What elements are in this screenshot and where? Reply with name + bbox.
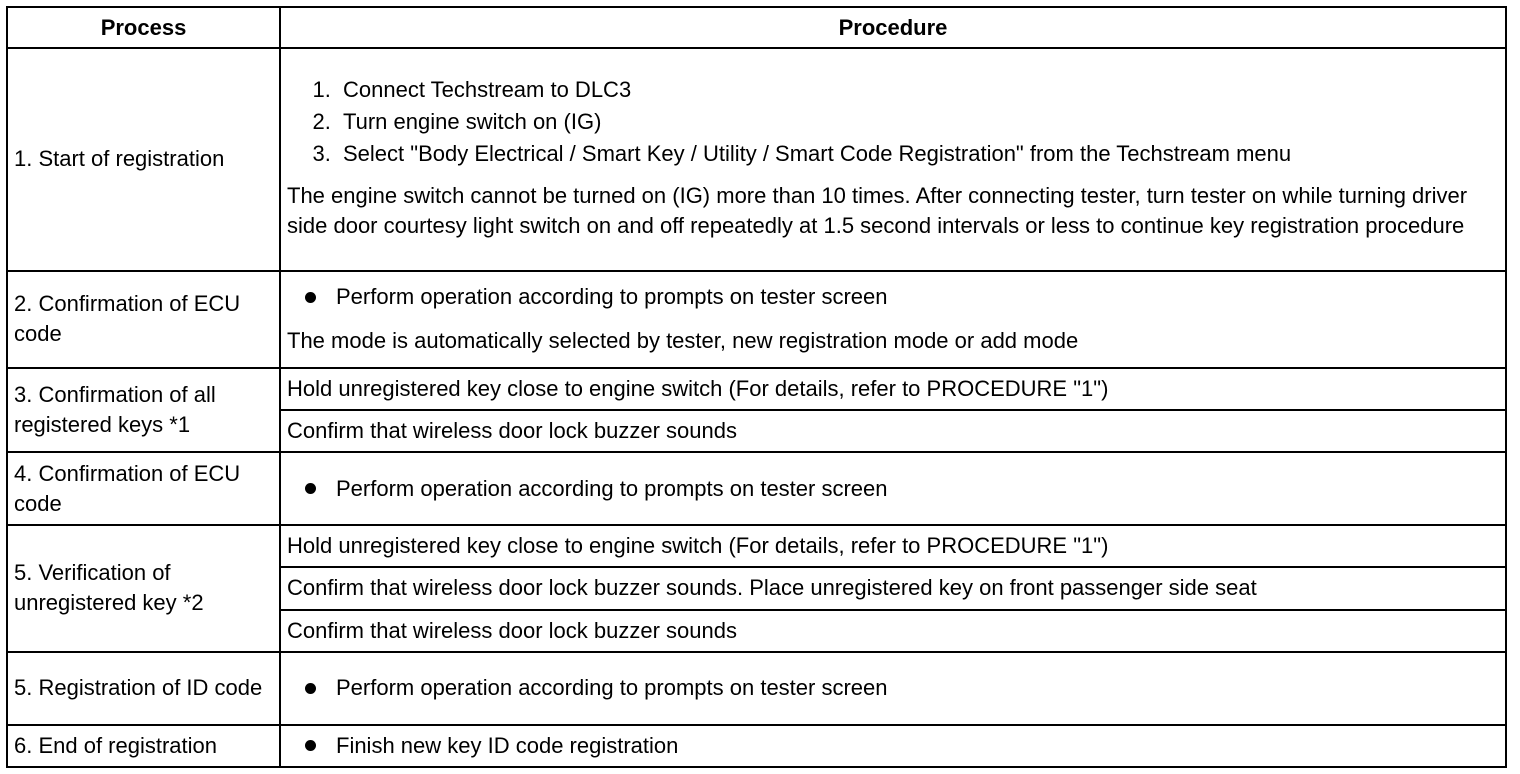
- procedure-cell: [280, 652, 1506, 725]
- table-row: [7, 271, 1506, 368]
- procedure-cell: Hold unregistered key close to engine switch (For details, refer to PROCEDURE "1"): [280, 525, 1506, 567]
- table-row: [7, 725, 1506, 767]
- procedure-cell: [280, 271, 1506, 368]
- procedure-cell: [280, 452, 1506, 525]
- step-item: 3. Select "Body Electrical / Smart Key / Utility / Smart Code Registration" from the Techstream menu: [337, 139, 1499, 169]
- bullet-item: [287, 731, 1499, 761]
- bullet-text: Perform operation according to prompts on tester screen: [336, 675, 888, 701]
- procedure-cell: Confirm that wireless door lock buzzer sounds: [280, 410, 1506, 452]
- table-row: [7, 652, 1506, 725]
- procedure-cell: Confirm that wireless door lock buzzer sounds: [280, 610, 1506, 652]
- procedure-cell: Confirm that wireless door lock buzzer sounds. Place unregistered key on front passenger side seat: [280, 567, 1506, 609]
- process-header: Process: [7, 7, 280, 48]
- bullet-icon: [305, 292, 316, 303]
- bullet-item: [287, 673, 1499, 703]
- procedure-table: [6, 6, 1507, 768]
- table-row: [7, 368, 1506, 410]
- bullet-item: [287, 282, 1499, 312]
- process-cell: 6. End of registration: [7, 725, 280, 767]
- procedure-cell: Hold unregistered key close to engine switch (For details, refer to PROCEDURE "1"): [280, 368, 1506, 410]
- bullet-text: Perform operation according to prompts on tester screen: [336, 475, 888, 501]
- bullet-text: Perform operation according to prompts on tester screen: [336, 284, 888, 310]
- note-text: The engine switch cannot be turned on (IG) more than 10 times. After connecting tester, turn tester on while turning driver side door courtesy light switch on and off repeatedly at 1.5 second intervals or less to continue key registration procedure: [287, 183, 1468, 239]
- process-cell: 1. Start of registration: [7, 48, 280, 271]
- note-text: The mode is automatically selected by tester, new registration mode or add mode: [287, 328, 1079, 354]
- header-row: [7, 7, 1506, 48]
- table-row: [7, 48, 1506, 271]
- process-cell: 3. Confirmation of all registered keys *1: [7, 368, 280, 452]
- step-item: 1. Connect Techstream to DLC3: [337, 75, 1499, 105]
- procedure-cell: [280, 48, 1506, 271]
- bullet-icon: [305, 740, 316, 751]
- process-cell: 2. Confirmation of ECU code: [7, 271, 280, 368]
- bullet-icon: [305, 483, 316, 494]
- process-cell: 5. Verification of unregistered key *2: [7, 525, 280, 651]
- step-item: 2. Turn engine switch on (IG): [337, 107, 1499, 137]
- steps-list: [287, 75, 1499, 169]
- bullet-icon: [305, 683, 316, 694]
- process-cell: 5. Registration of ID code: [7, 652, 280, 725]
- bullet-item: [287, 474, 1499, 504]
- table-row: [7, 525, 1506, 567]
- procedure-cell: [280, 725, 1506, 767]
- table-row: [7, 452, 1506, 525]
- process-cell: 4. Confirmation of ECU code: [7, 452, 280, 525]
- procedure-header: Procedure: [280, 7, 1506, 48]
- bullet-text: Finish new key ID code registration: [336, 732, 679, 758]
